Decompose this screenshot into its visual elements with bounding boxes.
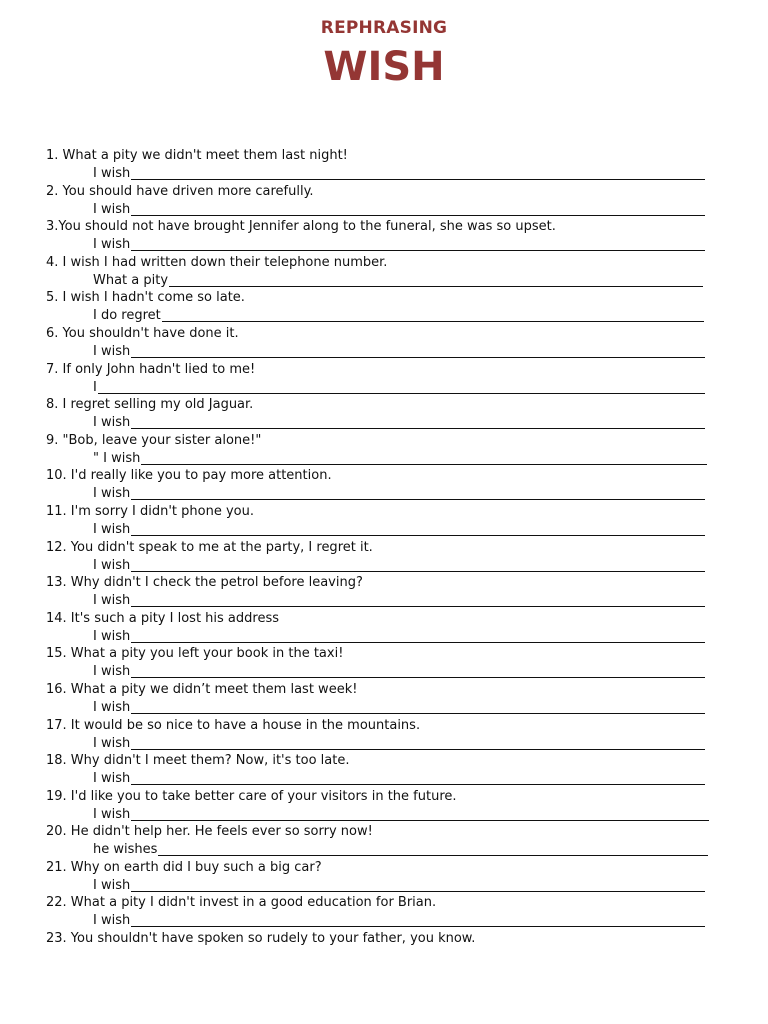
answer-stem: I wish [93,343,131,359]
answer-stem: I [93,379,97,395]
question-item [46,609,716,645]
question-prompt: 21. Why on earth did I buy such a big car? [46,859,322,875]
answer-blank-line[interactable] [131,416,705,429]
answer-row[interactable] [93,700,705,716]
question-item [46,288,716,324]
question-prompt: 3.You should not have brought Jennifer along to the funeral, she was so upset. [46,219,556,235]
answer-blank-line[interactable] [158,843,708,856]
answer-stem: I wish [93,237,131,253]
question-prompt: 5. I wish I hadn't come so late. [46,290,245,306]
answer-stem: I wish [93,877,131,893]
question-prompt: 15. What a pity you left your book in the taxi! [46,646,344,662]
question-item [46,360,716,396]
question-item [46,538,716,574]
answer-blank-line[interactable] [169,274,703,287]
answer-stem: I wish [93,699,131,715]
question-item [46,466,716,502]
answer-blank-line[interactable] [131,701,705,714]
answer-blank-line[interactable] [131,879,705,892]
answer-blank-line[interactable] [131,594,705,607]
answer-row[interactable] [93,522,705,538]
answer-row[interactable] [93,664,705,680]
answer-row[interactable] [93,380,705,396]
question-prompt: 20. He didn't help her. He feels ever so sorry now! [46,824,373,840]
answer-row[interactable] [93,771,705,787]
question-item [46,395,716,431]
answer-blank-line[interactable] [131,523,705,536]
answer-blank-line[interactable] [131,772,705,785]
question-item [46,822,716,858]
question-prompt: 13. Why didn't I check the petrol before leaving? [46,575,363,591]
answer-stem: I wish [93,913,131,929]
answer-stem: What a pity [93,272,169,288]
answer-row[interactable] [93,344,705,360]
question-prompt: 2. You should have driven more carefully. [46,183,314,199]
answer-stem: I wish [93,415,131,431]
question-prompt: 9. "Bob, leave your sister alone!" [46,432,262,448]
answer-stem: I wish [93,806,131,822]
question-prompt: 8. I regret selling my old Jaguar. [46,397,254,413]
answer-stem: I wish [93,735,131,751]
answer-blank-line[interactable] [131,203,705,216]
question-prompt: 23. You shouldn't have spoken so rudely to your father, you know. [46,931,476,947]
answer-row[interactable] [93,736,705,752]
question-item [46,573,716,609]
question-item [46,431,716,467]
question-item [46,929,716,965]
answer-stem: I wish [93,557,131,573]
answer-row[interactable] [93,237,705,253]
answer-row[interactable] [93,878,705,894]
answer-blank-line[interactable] [131,487,705,500]
question-prompt: 12. You didn't speak to me at the party, I regret it. [46,539,373,555]
question-item [46,893,716,929]
answer-stem: I wish [93,166,131,181]
answer-row[interactable] [93,202,705,218]
question-item [46,324,716,360]
answer-stem: I wish [93,201,131,217]
answer-row[interactable] [93,913,705,929]
answer-row[interactable] [93,807,709,823]
answer-stem: I wish [93,771,131,787]
question-item [46,751,716,787]
answer-stem: I wish [93,521,131,537]
answer-blank-line[interactable] [131,559,705,572]
answer-stem: " I wish [93,450,141,466]
question-item [46,253,716,289]
question-item [46,182,716,218]
answer-blank-line[interactable] [131,167,705,180]
question-item [46,217,716,253]
answer-blank-line[interactable] [131,737,705,750]
question-prompt: 14. It's such a pity I lost his address [46,610,279,626]
worksheet-subtitle: REPHRASING [320,18,448,38]
answer-row[interactable] [93,842,708,858]
question-item [46,787,716,823]
question-item [46,644,716,680]
question-prompt: 11. I'm sorry I didn't phone you. [46,503,254,519]
answer-row[interactable] [93,486,705,502]
answer-row[interactable] [93,451,707,467]
answer-row[interactable] [93,558,705,574]
question-prompt: 6. You shouldn't have done it. [46,325,239,341]
question-item [46,146,716,182]
question-item [46,858,716,894]
answer-stem: I wish [93,486,131,502]
answer-row[interactable] [93,415,705,431]
question-prompt: 4. I wish I had written down their telephone number. [46,254,388,270]
answer-blank-line[interactable] [98,381,705,394]
answer-blank-line[interactable] [131,808,709,821]
question-item [46,716,716,752]
answer-row[interactable] [93,166,705,182]
answer-stem: I wish [93,664,131,680]
question-item [46,680,716,716]
answer-row[interactable] [93,593,705,609]
answer-row[interactable] [93,273,703,289]
worksheet-title: WISH [323,44,445,90]
answer-stem: I do regret [93,308,161,324]
question-prompt: 7. If only John hadn't lied to me! [46,361,256,377]
question-item [46,502,716,538]
answer-stem: I wish [93,593,131,609]
answer-blank-line[interactable] [131,665,705,678]
question-prompt: 22. What a pity I didn't invest in a good education for Brian. [46,895,437,911]
answer-blank-line[interactable] [131,914,705,927]
question-prompt: 16. What a pity we didn’t meet them last week! [46,681,358,697]
answer-blank-line[interactable] [131,630,705,643]
answer-stem: I wish [93,628,131,644]
answer-stem: he wishes [93,842,158,858]
answer-row[interactable] [93,629,705,645]
answer-blank-line[interactable] [162,309,704,322]
question-prompt: 1. What a pity we didn't meet them last night! [46,148,348,163]
question-prompt: 18. Why didn't I meet them? Now, it's too late. [46,753,350,769]
answer-blank-line[interactable] [131,345,705,358]
question-prompt: 10. I'd really like you to pay more attention. [46,468,332,484]
question-prompt: 19. I'd like you to take better care of your visitors in the future. [46,788,457,804]
question-list [46,146,716,965]
question-prompt: 17. It would be so nice to have a house in the mountains. [46,717,421,733]
answer-blank-line[interactable] [141,452,707,465]
answer-blank-line[interactable] [131,238,705,251]
answer-row[interactable] [93,308,704,324]
